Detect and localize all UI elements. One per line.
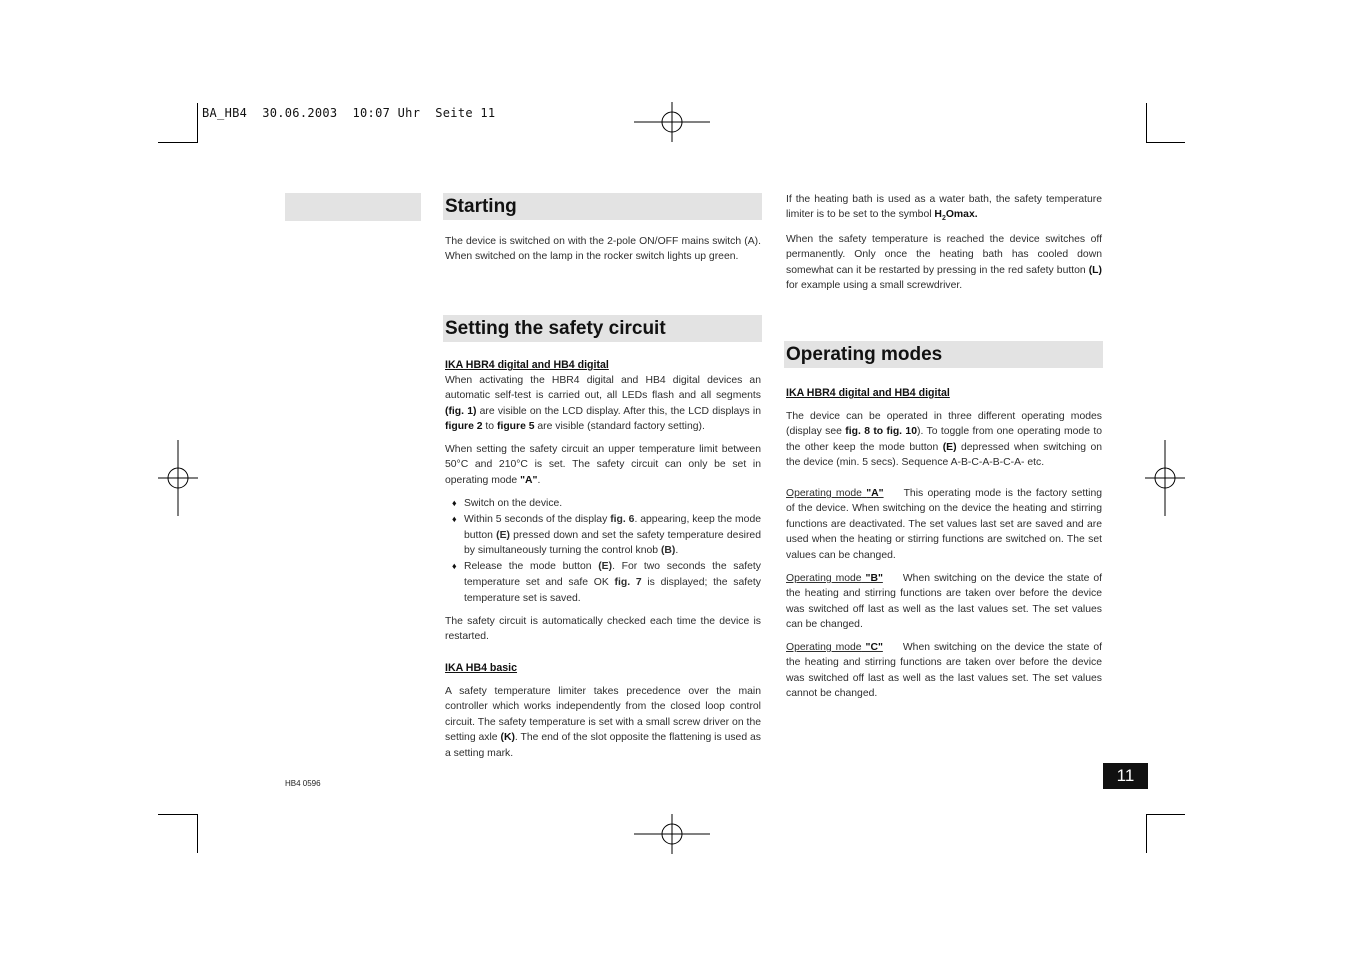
list-item: ♦ Within 5 seconds of the display fig. 6. appearing, keep the mode button (E) pressed down and set the safety temperature desired by simultaneously turning the control knob (B). <box>452 514 762 557</box>
subheading-digital: IKA HBR4 digital and HB4 digital <box>445 359 609 371</box>
page-number: 11 <box>1103 763 1148 789</box>
starting-text: The device is switched on with the 2-pole ON/OFF mains switch (A). When switched on the lamp in the rocker switch lights up green. <box>445 236 761 263</box>
list-item: ♦ Switch on the device. <box>452 498 563 509</box>
crosshair-circle-icon <box>632 82 712 162</box>
modes-intro: The device can be operated in three different operating modes (display see fig. 8 to fig. 10). To toggle from one operating mode to the other keep the mode button (E) depressed when switching on the device (min. 5 secs). Sequence A-B-C-A-B-C-A- etc. <box>786 411 1102 469</box>
safety-steps-list <box>445 496 761 607</box>
safety-temp-paragraph: When the safety temperature is reached the device switches off permanently. Only once the heating bath has cooled down somewhat can it be restarted by pressing in the red safety button (L) for example using a small screwdriver. <box>786 234 1102 292</box>
safety-paragraph-4: A safety temperature limiter takes precedence over the main controller which works independently from the closed loop control circuit. The safety temperature is set with a small screw driver on the setting axle (K). The end of the slot opposite the flattening is used as a setting mark. <box>445 686 761 759</box>
list-item: ♦ Release the mode button (E). For two seconds the safety temperature set and safe OK fig. 7 is displayed; the safety temperature set is saved. <box>452 561 761 604</box>
print-header: BA_HB4 30.06.2003 10:07 Uhr Seite 11 <box>202 106 496 120</box>
mode-c-paragraph: Operating mode "C" When switching on the device the state of the heating and stirring functions are taken over before the device was switched off last as well as the last values set. The set values cannot be changed. <box>786 642 1102 700</box>
document-code: HB4 0596 <box>285 779 321 788</box>
safety-paragraph-2: When setting the safety circuit an upper temperature limit between 50°C and 210°C is set. The safety circuit can only be set in operating mode "A". <box>445 444 761 486</box>
safety-paragraph-3: The safety circuit is automatically checked each time the device is restarted. <box>445 616 761 643</box>
water-bath-paragraph: If the heating bath is used as a water bath, the safety temperature limiter is to be set to the symbol $H_2Omax$. <box>786 194 1102 223</box>
crosshair-circle-icon <box>138 438 218 518</box>
subheading-modes-digital: IKA HBR4 digital and HB4 digital <box>786 387 950 399</box>
heading-starting: Starting <box>443 193 762 220</box>
crosshair-circle-icon <box>632 794 712 874</box>
margin-grey-block <box>285 193 421 221</box>
heading-safety-circuit: Setting the safety circuit <box>443 315 762 342</box>
heading-operating-modes: Operating modes <box>784 341 1103 368</box>
crosshair-circle-icon <box>1125 438 1205 518</box>
mode-a-paragraph: Operating mode "A" This operating mode is the factory setting of the device. When switching on the device the heating and stirring functions are deactivated. The set values last set are saved and are used when the heating or stirring functions are switched on. The set values can be changed. <box>786 488 1103 561</box>
safety-paragraph-1: When activating the HBR4 digital and HB4 digital devices an automatic self-test is carried out, all LEDs flash and all segments (fig. 1) are visible on the LCD display. After this, the LCD displays in figure 2 to figure 5 are visible (standard factory setting). <box>445 375 761 433</box>
subheading-basic: IKA HB4 basic <box>445 662 518 674</box>
mode-b-paragraph: Operating mode "B" When switching on the device the state of the heating and stirring functions are taken over before the device was switched off last as well as the last values set. The set values can be changed. <box>786 573 1102 631</box>
